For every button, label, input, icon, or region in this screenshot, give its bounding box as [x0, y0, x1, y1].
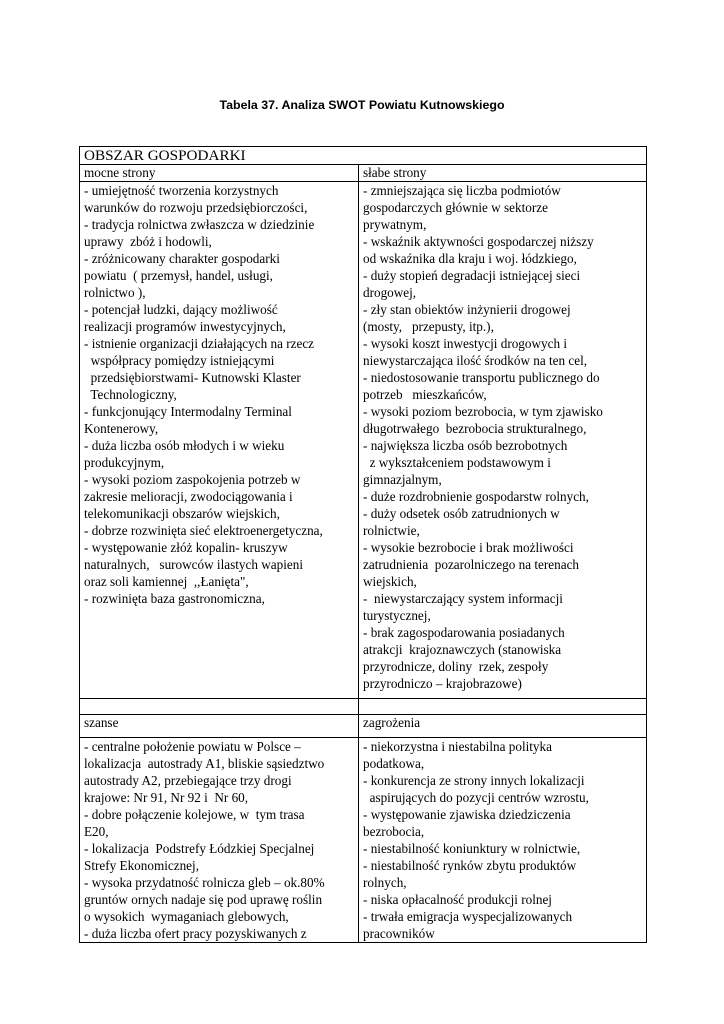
- list-line: - potencjał ludzki, dający możliwość: [84, 302, 278, 317]
- list-line: oraz soli kamiennej ,,Łanięta",: [84, 574, 249, 589]
- list-line: - centralne położenie powiatu w Polsce –: [84, 739, 301, 754]
- list-line: E20,: [84, 824, 109, 839]
- list-line: lokalizacja autostrady A1, bliskie sąsiedztwo: [84, 756, 325, 771]
- list-line: bezrobocia,: [363, 824, 425, 839]
- list-line: pracowników: [363, 926, 435, 941]
- list-line: krajowe: Nr 91, Nr 92 i Nr 60,: [84, 790, 249, 805]
- list-line: gruntów ornych nadaje się pod uprawę roślin: [84, 892, 323, 907]
- spacer-cell-left: [80, 699, 359, 715]
- list-line: - funkcjonujący Intermodalny Terminal: [84, 404, 292, 419]
- list-line: z wykształceniem podstawowym i: [363, 455, 551, 470]
- swot-table: [79, 146, 647, 943]
- list-line: - występowanie złóż kopalin- kruszyw: [84, 540, 288, 555]
- list-line: - brak zagospodarowania posiadanych: [363, 625, 565, 640]
- list-line: podatkowa,: [363, 756, 425, 771]
- weaknesses-cell: [359, 182, 647, 699]
- area-title: OBSZAR GOSPODARKI: [80, 147, 647, 165]
- list-line: - duży stopień degradacji istniejącej sieci: [363, 268, 581, 283]
- list-line: - wysoka przydatność rolnicza gleb – ok.80%: [84, 875, 325, 890]
- list-line: - trwała emigracja wyspecjalizowanych: [363, 909, 573, 924]
- list-line: - niewystarczający system informacji: [363, 591, 563, 606]
- list-line: - niedostosowanie transportu publicznego do: [363, 370, 600, 385]
- list-line: - tradycja rolnictwa zwłaszcza w dziedzinie: [84, 217, 315, 232]
- list-line: - konkurencja ze strony innych lokalizacji: [363, 773, 585, 788]
- list-line: - zmniejszająca się liczba podmiotów: [363, 183, 561, 198]
- strengths-header: mocne strony: [80, 165, 359, 182]
- list-line: naturalnych, surowców ilastych wapieni: [84, 557, 303, 572]
- list-line: warunków do rozwoju przedsiębiorczości,: [84, 200, 308, 215]
- list-line: (mosty, przepusty, itp.),: [363, 319, 494, 334]
- list-line: długotrwałego bezrobocia strukturalnego,: [363, 421, 587, 436]
- table-caption: Tabela 37. Analiza SWOT Powiatu Kutnowskiego: [219, 98, 505, 112]
- list-line: - duże rozdrobnienie gospodarstw rolnych,: [363, 489, 589, 504]
- list-line: - wskaźnik aktywności gospodarczej niższy: [363, 234, 594, 249]
- list-line: gospodarczych głównie w sektorze: [363, 200, 548, 215]
- list-line: - duża liczba ofert pracy pozyskiwanych z: [84, 926, 307, 941]
- list-line: - dobre połączenie kolejowe, w tym trasa: [84, 807, 305, 822]
- list-line: - niska opłacalność produkcji rolnej: [363, 892, 552, 907]
- threats-cell: [359, 738, 647, 943]
- list-line: - rozwinięta baza gastronomiczna,: [84, 591, 265, 606]
- list-line: turystycznej,: [363, 608, 431, 623]
- list-line: - niestabilność koniunktury w rolnictwie,: [363, 841, 581, 856]
- list-line: przedsiębiorstwami- Kutnowski Klaster: [84, 370, 301, 385]
- list-line: autostrady A2, przebiegające trzy drogi: [84, 773, 292, 788]
- opportunities-cell: [80, 738, 359, 943]
- list-line: telekomunikacji obszarów wiejskich,: [84, 506, 280, 521]
- list-line: o wysokich wymaganiach glebowych,: [84, 909, 289, 924]
- list-line: - wysoki koszt inwestycji drogowych i: [363, 336, 568, 351]
- list-line: prywatnym,: [363, 217, 427, 232]
- list-line: - niekorzystna i niestabilna polityka: [363, 739, 552, 754]
- list-line: od wskaźnika dla kraju i woj. łódzkiego,: [363, 251, 577, 266]
- list-line: - umiejętność tworzenia korzystnych: [84, 183, 279, 198]
- list-line: Technologiczny,: [84, 387, 177, 402]
- list-line: uprawy zbóż i hodowli,: [84, 234, 212, 249]
- threats-header: zagrożenia: [359, 715, 647, 738]
- list-line: rolnictwie,: [363, 523, 420, 538]
- list-line: współpracy pomiędzy istniejącymi: [84, 353, 275, 368]
- list-line: przyrodnicze, doliny rzek, zespoły: [363, 659, 549, 674]
- list-line: rolnictwo ),: [84, 285, 146, 300]
- list-line: wiejskich,: [363, 574, 417, 589]
- list-line: - wysoki poziom bezrobocia, w tym zjawisko: [363, 404, 603, 419]
- list-line: - duży odsetek osób zatrudnionych w: [363, 506, 560, 521]
- list-line: - występowanie zjawiska dziedziczenia: [363, 807, 571, 822]
- list-line: - duża liczba osób młodych i w wieku: [84, 438, 285, 453]
- list-line: gimnazjalnym,: [363, 472, 442, 487]
- list-line: - zły stan obiektów inżynierii drogowej: [363, 302, 571, 317]
- list-line: - zróżnicowany charakter gospodarki: [84, 251, 280, 266]
- list-line: niewystarczająca ilość środków na ten cel,: [363, 353, 588, 368]
- list-line: - wysoki poziom zaspokojenia potrzeb w: [84, 472, 301, 487]
- strengths-cell: [80, 182, 359, 699]
- list-line: - istnienie organizacji działających na rzecz: [84, 336, 315, 351]
- list-line: drogowej,: [363, 285, 417, 300]
- list-line: aspirujących do pozycji centrów wzrostu,: [363, 790, 589, 805]
- list-line: - największa liczba osób bezrobotnych: [363, 438, 568, 453]
- opportunities-header: szanse: [80, 715, 359, 738]
- list-line: realizacji programów inwestycyjnych,: [84, 319, 286, 334]
- list-line: - dobrze rozwinięta sieć elektroenergetyczna,: [84, 523, 323, 538]
- list-line: zakresie melioracji, zwodociągowania i: [84, 489, 293, 504]
- list-line: przyrodniczo – krajobrazowe): [363, 676, 522, 691]
- list-line: atrakcji krajoznawczych (stanowiska: [363, 642, 562, 657]
- list-line: zatrudnienia pozarolniczego na terenach: [363, 557, 580, 572]
- weaknesses-header: słabe strony: [359, 165, 647, 182]
- list-line: rolnych,: [363, 875, 407, 890]
- list-line: Strefy Ekonomicznej,: [84, 858, 199, 873]
- list-line: - lokalizacja Podstrefy Łódzkiej Specjalnej: [84, 841, 315, 856]
- spacer-cell-right: [359, 699, 647, 715]
- list-line: powiatu ( przemysł, handel, usługi,: [84, 268, 273, 283]
- list-line: potrzeb mieszkańców,: [363, 387, 487, 402]
- list-line: produkcyjnym,: [84, 455, 165, 470]
- list-line: Kontenerowy,: [84, 421, 159, 436]
- list-line: - wysokie bezrobocie i brak możliwości: [363, 540, 574, 555]
- list-line: - niestabilność rynków zbytu produktów: [363, 858, 577, 873]
